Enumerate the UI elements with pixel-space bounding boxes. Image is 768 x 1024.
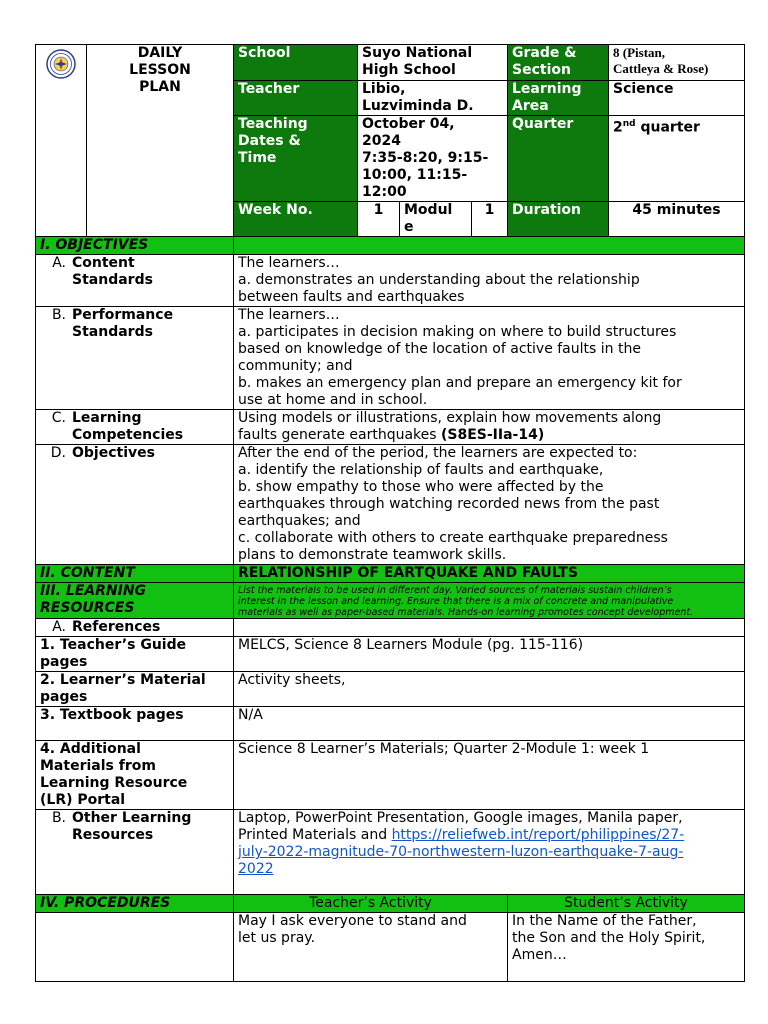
content-standards-text: The learners… a. demonstrates an understanding about the relationship between faults and earthquakes (234, 255, 745, 307)
objectives-heading-fill (234, 237, 745, 255)
reliefweb-link-cont[interactable]: july-2022-magnitude-70-northwestern-luzon-earthquake-7-aug- (238, 844, 684, 860)
week-no-label: Week No. (234, 202, 358, 237)
references-label: A. References (36, 619, 234, 637)
grade-section-label: Grade & Section (508, 45, 609, 81)
learning-resources-heading: III. LEARNING RESOURCES (36, 583, 234, 619)
performance-standards-label: B. Performance Standards (36, 307, 234, 410)
procedures-heading: IV. PROCEDURES (36, 895, 234, 913)
lesson-plan-table (35, 44, 745, 982)
additional-materials-value: Science 8 Learner’s Materials; Quarter 2-Module 1: week 1 (234, 741, 745, 810)
teachers-guide-label: 1. Teacher’s Guide pages (36, 637, 234, 672)
content-standards-label: A. Content Standards (36, 255, 234, 307)
duration-value: 45 minutes (609, 202, 745, 237)
procedure-step-label (36, 913, 234, 982)
teacher-activity-text: May I ask everyone to stand and let us pray. (234, 913, 508, 982)
teacher-value: Libio, Luzviminda D. (358, 81, 508, 116)
grade-section-value: 8 (Pistan, Cattleya & Rose) (609, 45, 745, 81)
learning-area-label: Learning Area (508, 81, 609, 116)
lesson-plan-document (35, 44, 744, 982)
module-value: 1 (472, 202, 508, 237)
quarter-label: Quarter (508, 116, 609, 202)
module-label: Modul e (400, 202, 472, 237)
school-value: Suyo National High School (358, 45, 508, 81)
learning-competencies-text: Using models or illustrations, explain how movements along faults generate earthquakes (S8ES-IIa-14) (234, 410, 745, 445)
logo-cell (36, 45, 87, 237)
teacher-label: Teacher (234, 81, 358, 116)
learners-material-label: 2. Learner’s Material pages (36, 672, 234, 707)
learners-material-value: Activity sheets, (234, 672, 745, 707)
objectives-heading: I. OBJECTIVES (36, 237, 234, 255)
reliefweb-link[interactable]: https://reliefweb.int/report/philippines/27- (391, 827, 685, 843)
teaching-dates-label: Teaching Dates & Time (234, 116, 358, 202)
quarter-value: 2nd quarter (609, 116, 745, 202)
week-no-value: 1 (358, 202, 400, 237)
other-learning-resources-value: Laptop, PowerPoint Presentation, Google images, Manila paper, Printed Materials and https://reliefweb.int/report/philippines/27- july-2022-magnitude-70-northwestern-luzon-earthquake-7-aug- 2022 (234, 810, 745, 895)
student-activity-header: Student’s Activity (508, 895, 745, 913)
references-value (234, 619, 745, 637)
performance-standards-text: The learners… a. participates in decision making on where to build structures based on knowledge of the location of active faults in the community; and b. makes an emergency plan and prepare an emergency kit for use at home and in school. (234, 307, 745, 410)
learning-resources-note: List the materials to be used in different day. Varied sources of materials sustain children’s interest in the lesson and learning. Ensure that there is a mix of concrete and manipulative materials as well as paper-based materials. Hands-on learning promotes concept development. (234, 583, 745, 619)
teacher-activity-header: Teacher’s Activity (234, 895, 508, 913)
learning-area-value: Science (609, 81, 745, 116)
duration-label: Duration (508, 202, 609, 237)
learning-competencies-label: C. Learning Competencies (36, 410, 234, 445)
reliefweb-link-end[interactable]: 2022 (238, 861, 274, 877)
content-heading: II. CONTENT (36, 565, 234, 583)
objectives-text: After the end of the period, the learners are expected to: a. identify the relationship of faults and earthquake, b. show empathy to those who were affected by the earthquakes through watching recorded news from the past earthquakes; and c. collaborate with others to create earthquake preparedness plans to demonstrate teamwork skills. (234, 445, 745, 565)
textbook-pages-label: 3. Textbook pages (36, 707, 234, 741)
student-activity-text: In the Name of the Father, the Son and the Holy Spirit, Amen… (508, 913, 745, 982)
teaching-dates-value: October 04, 2024 7:35-8:20, 9:15- 10:00, 11:15- 12:00 (358, 116, 508, 202)
school-seal-logo (46, 49, 76, 79)
textbook-pages-value: N/A (234, 707, 745, 741)
daily-lesson-plan-title: DAILY LESSON PLAN (87, 45, 234, 237)
objectives-label: D. Objectives (36, 445, 234, 565)
school-label: School (234, 45, 358, 81)
other-learning-resources-label: B. Other Learning Resources (36, 810, 234, 895)
content-title: RELATIONSHIP OF EARTQUAKE AND FAULTS (234, 565, 745, 583)
teachers-guide-value: MELCS, Science 8 Learners Module (pg. 115-116) (234, 637, 745, 672)
competency-code: (S8ES-IIa-14) (441, 427, 545, 443)
additional-materials-label: 4. Additional Materials from Learning Resource (LR) Portal (36, 741, 234, 810)
